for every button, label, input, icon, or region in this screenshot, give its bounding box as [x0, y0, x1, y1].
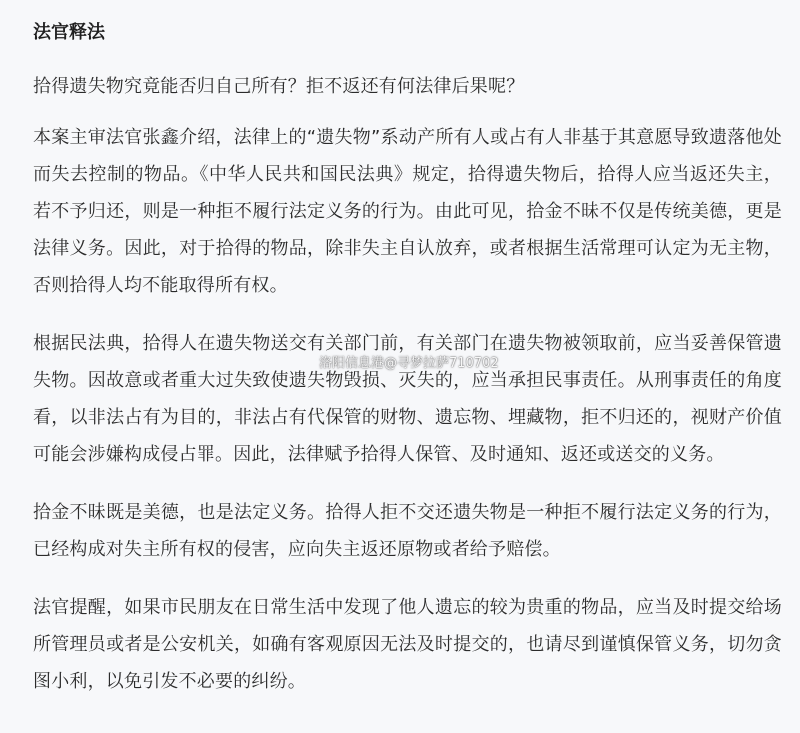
paragraph-judge-reminder: 法官提醒，如果市民朋友在日常生活中发现了他人遗忘的较为贵重的物品，应当及时提交给场所管理员或者是公安机关，如确有客观原因无法及时提交的，也请尽到谨慎保管义务，切勿贪图小利，以免引发不必要的纠纷。: [33, 597, 782, 692]
paragraph-legal-duty: 拾金不昧既是美德，也是法定义务。拾得人拒不交还遗失物是一种拒不履行法定义务的行为，已经构成对失主所有权的侵害，应向失主返还原物或者给予赔偿。: [33, 502, 782, 560]
watermark: 洛阳信息港@寻梦拉萨710702: [319, 356, 499, 371]
paragraph-definition: 本案主审法官张鑫介绍，法律上的“遗失物”系动产所有人或占有人非基于其意愿导致遗落他处而失去控制的物品。《中华人民共和国民法典》规定，拾得遗失物后，拾得人应当返还失主，若不予归还，则是一种拒不履行法定义务的行为。由此可见，拾金不昧不仅是传统美德，更是法律义务。因此，对于拾得的物品，除非失主自认放弃，或者根据生活常理可认定为无主物，否则拾得人均不能取得所有权。: [33, 127, 782, 296]
section-heading: 法官释法: [33, 22, 105, 43]
paragraph-civil-code: 根据民法典，拾得人在遗失物送交有关部门前，有关部门在遗失物被领取前，应当妥善保管遗失物。因故意或者重大过失致使遗失物毁损、灭失的，应当承担民事责任。从刑事责任的角度看，以非法占有为目的，非法占有代保管的财物、遗忘物、埋藏物，拒不归还的，视财产价值可能会涉嫌构成侵占罪。因此，法律赋予拾得人保管、及时通知、返还或送交的义务。: [33, 333, 782, 465]
paragraph-question: 拾得遗失物究竟能否归自己所有？拒不返还有何法律后果呢？: [33, 76, 525, 97]
